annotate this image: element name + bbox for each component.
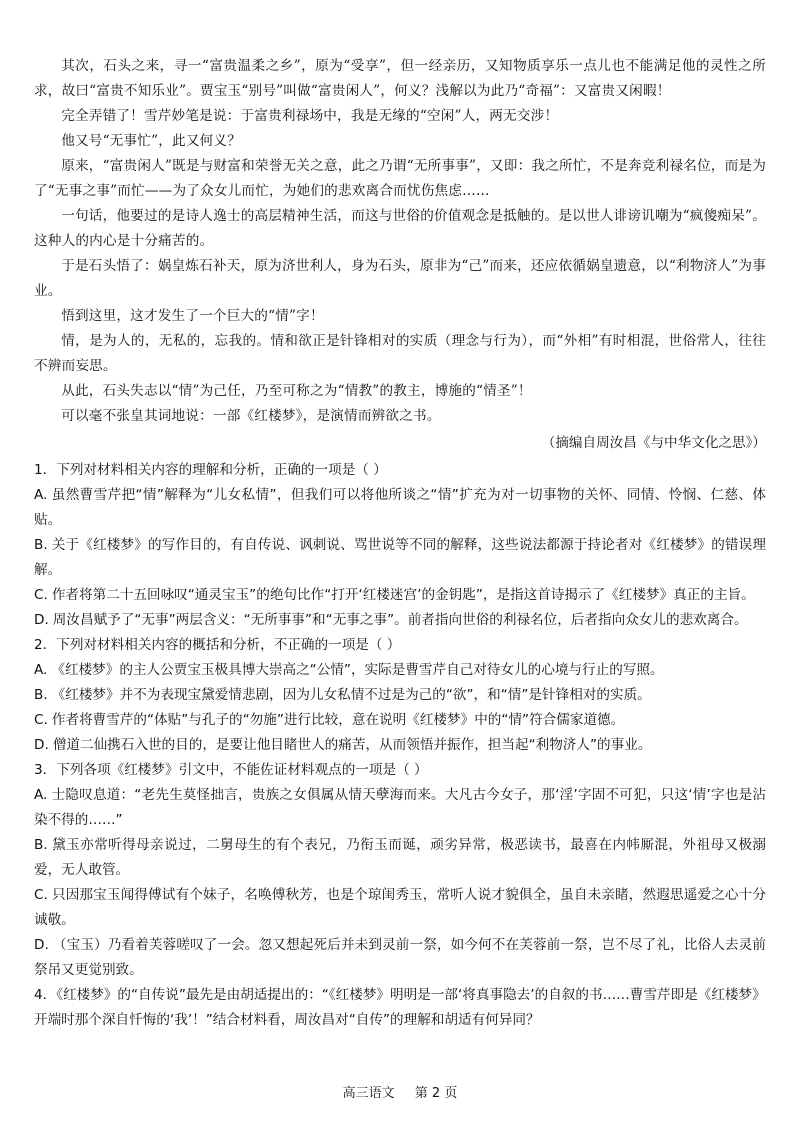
option-a bbox=[34, 658, 766, 683]
passage-paragraph: 情，是为人的，无私的，忘我的。情和欲正是针锋相对的实质（理念与行为），而“外相”有时相混，世俗常人，往往不辨而妄思。 bbox=[34, 333, 766, 374]
option-label: D. bbox=[34, 937, 49, 953]
option-a bbox=[34, 483, 766, 533]
option-text: 作者将第二十五回咏叹“通灵宝玉”的绝句比作“打开‘红楼迷宫’的金钥匙”，是指这首诗揭示了《红楼梦》真正的主旨。 bbox=[51, 587, 755, 603]
passage-paragraph: 一句话，他要过的是诗人逸士的高层精神生活，而这与世俗的价值观念是抵触的。是以世人诽谤讥嘲为“疯傻痴呆”。这种人的内心是十分痛苦的。 bbox=[34, 208, 766, 249]
option-text: 虽然曹雪芹把“情”解释为“儿女私情”，但我们可以将他所谈之“情”扩充为对一切事物的关怀、同情、怜悯、仁慈、体贴。 bbox=[34, 487, 766, 528]
option-b bbox=[34, 533, 766, 583]
page-footer bbox=[0, 1082, 800, 1101]
option-c bbox=[34, 583, 766, 608]
option-text: 黛玉亦常听得母亲说过，二舅母生的有个表兄，乃衔玉而诞，顽劣异常，极恶读书，最喜在内帏厮混，外祖母又极溺爱，无人敢管。 bbox=[34, 837, 766, 878]
option-b bbox=[34, 833, 766, 883]
question-stem: 2．下列对材料相关内容的概括和分析，不正确的一项是（ ） bbox=[34, 637, 401, 653]
option-label: B. bbox=[34, 837, 48, 853]
option-b bbox=[34, 683, 766, 708]
option-a bbox=[34, 783, 766, 833]
passage-paragraph: 可以毫不张皇其词地说：一部《红楼梦》，是演情而辨欲之书。 bbox=[61, 408, 441, 424]
option-label: D. bbox=[34, 737, 49, 753]
option-d bbox=[34, 733, 766, 758]
question-4 bbox=[34, 983, 766, 1033]
question-stem: 3．下列各项《红楼梦》引文中，不能佐证材料观点的一项是（ ） bbox=[34, 762, 428, 778]
option-text: 《红楼梦》的主人公贾宝玉极具博大崇高之“公情”，实际是曹雪芹自己对待女儿的心境与行止的写照。 bbox=[51, 662, 664, 678]
option-label: C. bbox=[34, 712, 48, 728]
option-label: D. bbox=[34, 612, 49, 628]
option-d bbox=[34, 608, 766, 633]
option-label: C. bbox=[34, 587, 48, 603]
option-c bbox=[34, 883, 766, 933]
option-text: （宝玉）乃看着芙蓉嗟叹了一会。忽又想起死后并未到灵前一祭，如今何不在芙蓉前一祭，岂不尽了礼，比俗人去灵前祭吊又更觉别致。 bbox=[34, 937, 766, 978]
passage-source: （摘编自周汝昌《与中华文化之思》） bbox=[541, 435, 766, 451]
reading-passage bbox=[34, 54, 766, 429]
option-label: C. bbox=[34, 887, 48, 903]
passage-paragraph: 于是石头悟了：娲皇炼石补天，原为济世利人，身为石头，原非为“己”而来，还应依循娲皇遗意，以“利物济人”为事业。 bbox=[34, 258, 766, 299]
passage-paragraph: 从此，石头失志以“情”为己任，乃至可称之为“情教”的教主，博施的“情圣”！ bbox=[61, 383, 532, 399]
option-text: 士隐叹息道：“老先生莫怪拙言，贵族之女俱属从情天孽海而来。大凡古今女子，那‘淫’字固不可犯，只这‘情’字也是沾染不得的……” bbox=[34, 787, 766, 828]
option-text: 周汝昌赋予了“无事”两层含义：“无所事事”和“无事之事”。前者指向世俗的利禄名位，后者指向众女儿的悲欢离合。 bbox=[52, 612, 748, 628]
option-text: 作者将曹雪芹的“体贴”与孔子的“勿施”进行比较，意在说明《红楼梦》中的“情”符合儒家道德。 bbox=[51, 712, 625, 728]
passage-paragraph: 其次，石头之来，寻一“富贵温柔之乡”，原为“受享”，但一经亲历，又知物质享乐一点儿也不能满足他的灵性之所求，故曰“富贵不知乐业”。贾宝玉“别号”叫做“富贵闲人”，何义？浅解以为此乃“奇福”：又富贵又闲暇！ bbox=[34, 58, 766, 99]
option-text: 只因那宝玉闻得傅试有个妹子，名唤傅秋芳，也是个琼闺秀玉，常听人说才貌俱全，虽自未亲睹，然遐思遥爱之心十分诚敬。 bbox=[34, 887, 766, 928]
option-text: 关于《红楼梦》的写作目的，有自传说、讽刺说、骂世说等不同的解释，这些说法都源于持论者对《红楼梦》的错误理解。 bbox=[34, 537, 766, 578]
option-text: 《红楼梦》并不为表现宝黛爱情悲剧，因为儿女私情不过是为己的“欲”，和“情”是针锋相对的实质。 bbox=[51, 687, 651, 703]
passage-paragraph: 悟到这里，这才发生了一个巨大的“情”字！ bbox=[61, 308, 324, 324]
question-stem: 4．《红楼梦》的“自传说”最先是由胡适提出的：“《红楼梦》明明是一部‘将真事隐去’的自叙的书……曹雪芹即是《红楼梦》开端时那个深自忏悔的‘我’！”结合材料看，周汝昌对“自传”的理解和胡适有何异同？ bbox=[34, 987, 766, 1028]
footer-page-number: 第 2 页 bbox=[414, 1086, 458, 1101]
passage-paragraph: 完全弄错了！雪芹妙笔是说：于富贵利禄场中，我是无缘的“空闲”人，两无交涉！ bbox=[61, 108, 559, 124]
option-label: A. bbox=[34, 662, 48, 678]
passage-paragraph: 他又号“无事忙”，此又何义？ bbox=[61, 133, 242, 149]
option-label: B. bbox=[34, 537, 48, 553]
option-label: A. bbox=[34, 787, 48, 803]
question-3 bbox=[34, 758, 766, 983]
passage-paragraph: 原来，“富贵闲人”既是与财富和荣誉无关之意，此之乃谓“无所事事”，又即：我之所忙，不是奔竞利禄名位，而是为了“无事之事”而忙——为了众女儿而忙，为她们的悲欢离合而忧伤焦虑…… bbox=[34, 158, 766, 199]
footer-subject: 高三语文 bbox=[342, 1086, 395, 1101]
question-1 bbox=[34, 458, 766, 633]
option-label: A. bbox=[34, 487, 48, 503]
question-2 bbox=[34, 633, 766, 758]
option-text: 僧道二仙携石入世的目的，是要让他目睹世人的痛苦，从而领悟并振作，担当起“利物济人”的事业。 bbox=[52, 737, 652, 753]
option-c bbox=[34, 708, 766, 733]
option-label: B. bbox=[34, 687, 48, 703]
option-d bbox=[34, 933, 766, 983]
question-stem: 1．下列对材料相关内容的理解和分析，正确的一项是（ ） bbox=[34, 462, 387, 478]
